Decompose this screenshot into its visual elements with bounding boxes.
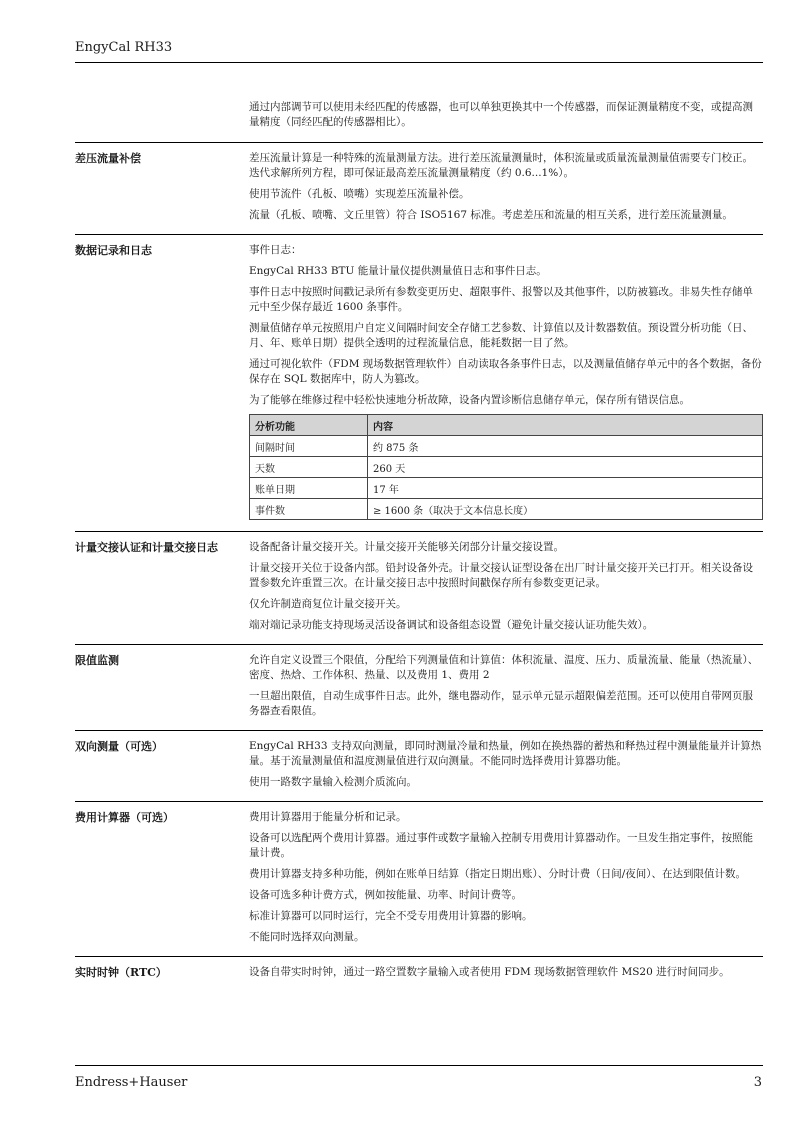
paragraph: 事件日志中按照时间戳记录所有参数变更历史、超限事件、报警以及其他事件，以防被篡改。非易失性存储单元中至少保存最近 1600 条事件。 bbox=[249, 286, 753, 313]
paragraph: 设备自带实时时钟，通过一路空置数字量输入或者使用 FDM 现场数据管理软件 MS20 进行时间同步。 bbox=[249, 966, 730, 978]
paragraph: 通过内部调节可以使用未经匹配的传感器，也可以单独更换其中一个传感器，而保证测量精度不变，或提高测量精度（同经匹配的传感器相比）。 bbox=[249, 101, 753, 128]
table-cell: 间隔时间 bbox=[250, 436, 368, 457]
paragraph: 使用节流件（孔板、喷嘴）实现差压流量补偿。 bbox=[249, 188, 470, 200]
paragraph: 计量交接开关位于设备内部。铅封设备外壳。计量交接认证型设备在出厂时计量交接开关已打开。相关设备设置参数允许重置三次。在计量交接日志中按照时间戳保存所有参数变更记录。 bbox=[249, 562, 753, 589]
paragraph: 设备可以选配两个费用计算器。通过事件或数字量输入控制专用费用计算器动作。一旦发生指定事件，按照能量计费。 bbox=[249, 832, 753, 859]
paragraph: 设备可选多种计费方式，例如按能量、功率、时间计费等。 bbox=[249, 889, 522, 901]
page-number: 3 bbox=[753, 1075, 762, 1090]
section-body bbox=[249, 243, 763, 520]
section-body bbox=[249, 810, 763, 945]
section-body bbox=[249, 540, 763, 633]
paragraph: 事件日志： bbox=[249, 244, 302, 256]
paragraph: 设备配备计量交接开关。计量交接开关能够关闭部分计量交接设置。 bbox=[249, 541, 564, 553]
table-header-cell: 内容 bbox=[368, 415, 763, 436]
table-row bbox=[250, 436, 763, 457]
paragraph: 为了能够在维修过程中轻松快速地分析故障，设备内置诊断信息储存单元，保存所有错误信息。 bbox=[249, 394, 690, 406]
section-heading: 数据记录和日志 bbox=[75, 244, 152, 257]
paragraph: 费用计算器用于能量分析和记录。 bbox=[249, 811, 407, 823]
table-header-cell: 分析功能 bbox=[250, 415, 368, 436]
footer-brand: Endress+Hauser bbox=[75, 1075, 188, 1090]
paragraph: 一旦超出限值，自动生成事件日志。此外，继电器动作，显示单元显示超限偏差范围。还可以使用自带网页服务器查看限值。 bbox=[249, 690, 753, 717]
paragraph: 通过可视化软件（FDM 现场数据管理软件）自动读取各条事件日志，以及测量值储存单元中的各个数据，备份保存在 SQL 数据库中，防人为篡改。 bbox=[249, 358, 762, 385]
section-body bbox=[249, 965, 763, 981]
analysis-function-table bbox=[249, 414, 763, 520]
header-divider bbox=[75, 62, 763, 63]
paragraph: EngyCal RH33 支持双向测量，即同时测量冷量和热量，例如在换热器的蓄热和释热过程中测量能量并计算热量。基于流量测量值和温度测量值进行双向测量。不能同时选择费用计算器功能。 bbox=[249, 740, 762, 767]
section bbox=[75, 730, 763, 801]
section bbox=[75, 531, 763, 644]
paragraph: 使用一路数字量输入检测介质流向。 bbox=[249, 776, 417, 788]
paragraph: 测量值储存单元按照用户自定义间隔时间安全存储工艺参数、计算值以及计数器数值。预设置分析功能（日、月、年、账单日期）提供全透明的过程流量信息，能耗数据一目了然。 bbox=[249, 322, 753, 349]
footer-divider bbox=[75, 1065, 763, 1066]
section bbox=[75, 956, 763, 992]
section bbox=[75, 644, 763, 730]
table-cell: 17 年 bbox=[368, 478, 763, 499]
paragraph: 不能同时选择双向测量。 bbox=[249, 931, 365, 943]
document-body bbox=[75, 100, 763, 992]
paragraph: 仅允许制造商复位计量交接开关。 bbox=[249, 598, 407, 610]
section bbox=[75, 801, 763, 956]
paragraph: 费用计算器支持多种功能，例如在账单日结算（指定日期出账）、分时计费（日间/夜间）、在达到限值计数。 bbox=[249, 868, 747, 880]
table-cell: 事件数 bbox=[250, 499, 368, 520]
section bbox=[75, 100, 763, 142]
section-heading: 计量交接认证和计量交接日志 bbox=[75, 541, 218, 554]
paragraph: 标准计算器可以同时运行，完全不受专用费用计算器的影响。 bbox=[249, 910, 533, 922]
section-heading: 费用计算器（可选） bbox=[75, 811, 174, 824]
paragraph: EngyCal RH33 BTU 能量计量仪提供测量值日志和事件日志。 bbox=[249, 265, 547, 277]
paragraph: 差压流量计算是一种特殊的流量测量方法。进行差压流量测量时，体积流量或质量流量测量值需要专门校正。迭代求解所列方程，即可保证最高差压流量测量精度（约 0.6...1%）。 bbox=[249, 152, 753, 179]
section-body bbox=[249, 739, 763, 790]
table-cell: ≥ 1600 条（取决于文本信息长度） bbox=[368, 499, 763, 520]
table-cell: 天数 bbox=[250, 457, 368, 478]
paragraph: 允许自定义设置三个限值，分配给下列测量值和计算值：体积流量、温度、压力、质量流量、能量（热流量）、密度、热焓、工作体积、热量、以及费用 1、费用 2 bbox=[249, 654, 759, 681]
section-heading: 限值监测 bbox=[75, 654, 119, 667]
table-row bbox=[250, 499, 763, 520]
table-header-row bbox=[250, 415, 763, 436]
paragraph: 端对端记录功能支持现场灵活设备调试和设备组态设置（避免计量交接认证功能失效）。 bbox=[249, 619, 654, 631]
table-row bbox=[250, 478, 763, 499]
section-body bbox=[249, 653, 763, 719]
section-heading: 实时时钟（RTC） bbox=[75, 966, 167, 979]
section-heading bbox=[75, 100, 249, 130]
section-heading: 双向测量（可选） bbox=[75, 740, 163, 753]
section-body bbox=[249, 151, 763, 223]
table-cell: 260 天 bbox=[368, 457, 763, 478]
section-heading: 差压流量补偿 bbox=[75, 152, 141, 165]
table-cell: 账单日期 bbox=[250, 478, 368, 499]
table-cell: 约 875 条 bbox=[368, 436, 763, 457]
document-header-title: EngyCal RH33 bbox=[75, 40, 173, 55]
section-body bbox=[249, 100, 763, 130]
paragraph: 流量（孔板、喷嘴、文丘里管）符合 ISO5167 标准。考虑差压和流量的相互关系，进行差压流量测量。 bbox=[249, 209, 733, 221]
section bbox=[75, 234, 763, 531]
section bbox=[75, 142, 763, 234]
table-row bbox=[250, 457, 763, 478]
